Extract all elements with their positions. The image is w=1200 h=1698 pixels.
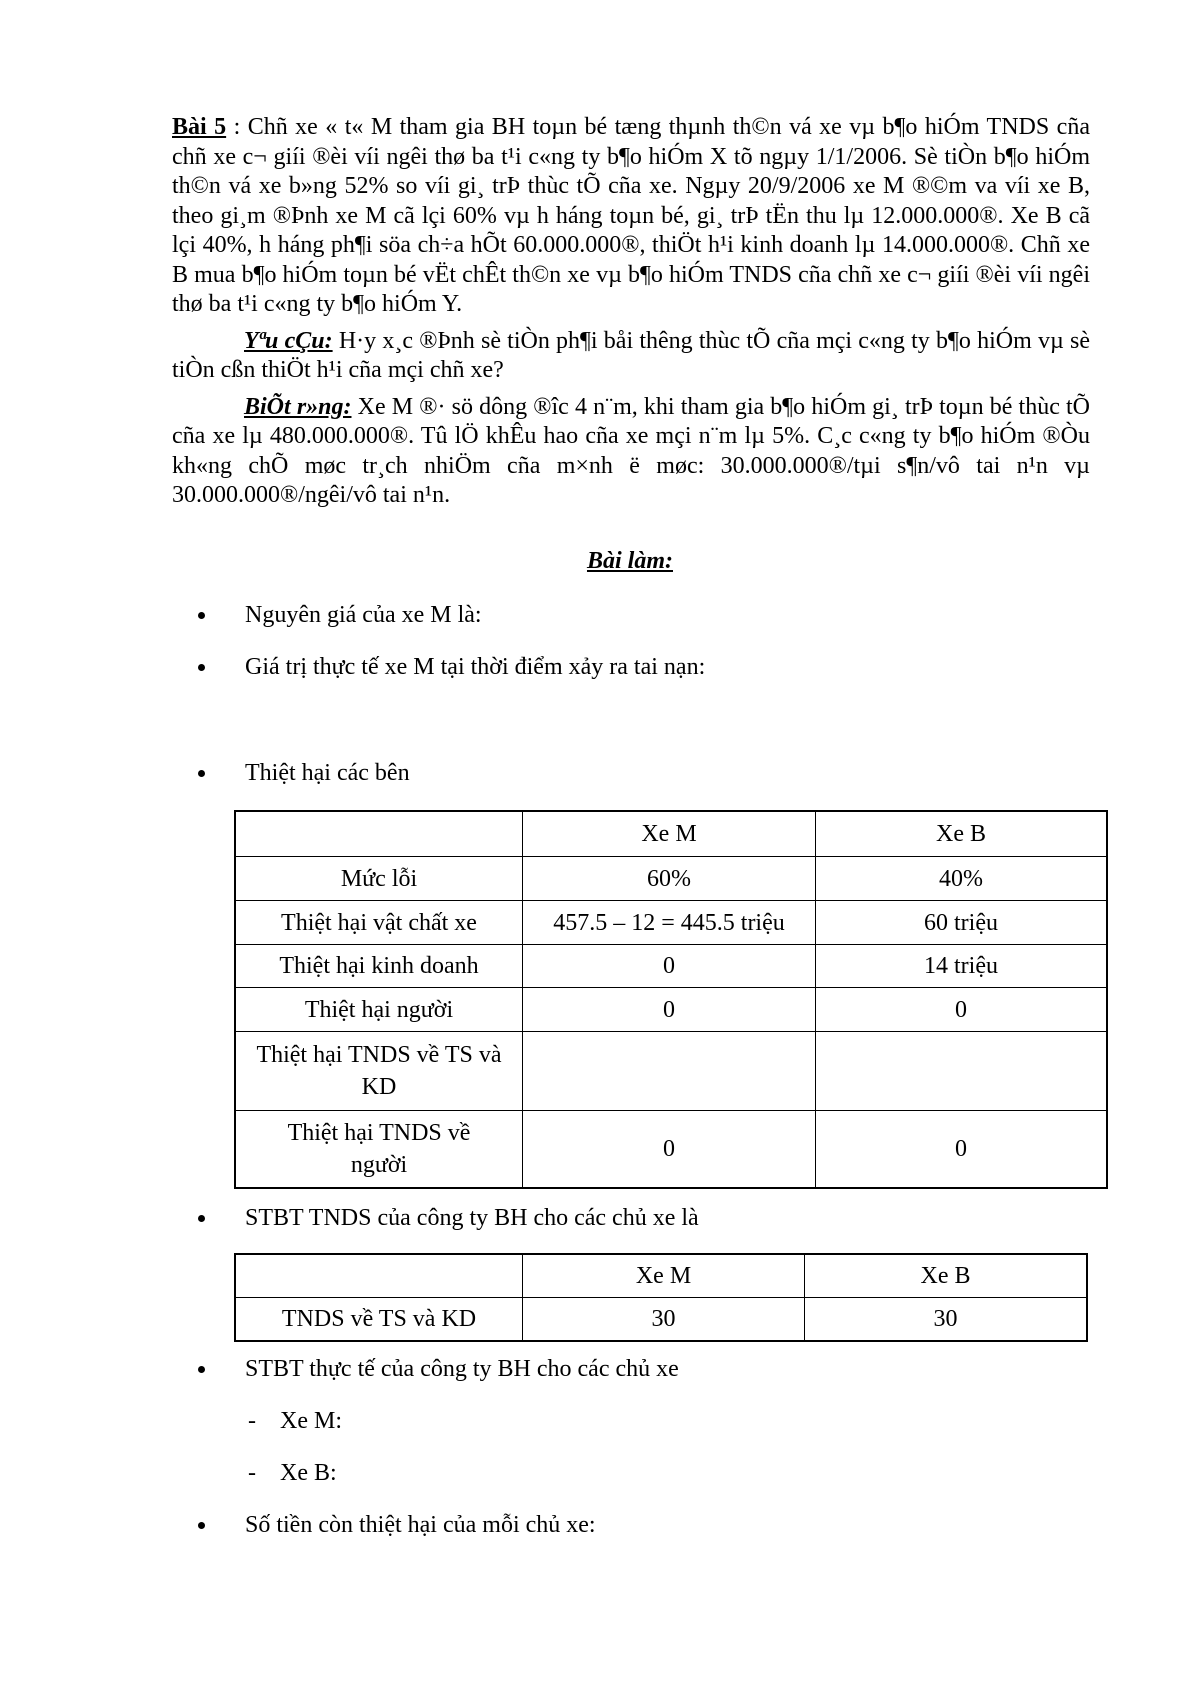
table-header-cell: Xe M bbox=[523, 1254, 805, 1298]
table-header-cell: Xe B bbox=[816, 811, 1108, 857]
row-label: Mức lỗi bbox=[235, 857, 523, 901]
cell-xe-m: 457.5 – 12 = 445.5 triệu bbox=[523, 901, 816, 945]
table-header-row bbox=[235, 811, 1107, 857]
cell-xe-m: 0 bbox=[523, 988, 816, 1032]
bullet-text: STBT thực tế của công ty BH cho các chủ xe bbox=[245, 1356, 679, 1382]
cell-xe-m bbox=[523, 1032, 816, 1111]
cell-xe-b: 30 bbox=[805, 1298, 1088, 1342]
table-row bbox=[235, 901, 1107, 945]
requirement-label: Yªu cÇu: bbox=[244, 327, 333, 354]
table-header-cell bbox=[235, 811, 523, 857]
cell-xe-m: 0 bbox=[523, 1111, 816, 1189]
bullet-item-damages bbox=[205, 758, 410, 788]
bullet-item-actual-compensation bbox=[205, 1354, 679, 1384]
table-row bbox=[235, 988, 1107, 1032]
cell-xe-b: 0 bbox=[816, 1111, 1108, 1189]
bullet-item-remaining-damage bbox=[205, 1510, 596, 1540]
sub-item-text: Xe B: bbox=[280, 1460, 337, 1486]
table-row bbox=[235, 945, 1107, 988]
tnds-table bbox=[234, 1253, 1088, 1342]
table-row bbox=[235, 1032, 1107, 1111]
document-page: Bài 5 : Chñ xe « t« M tham gia BH toµn bé tæng thµnh th©n vá xe vµ b¶o hiÓm TNDS cña chñ xe c¬ giíi ®èi víi ngêi thø ba t¹i c«ng ty b¶o hiÓm X tõ ngµy 1/1/2006. Sè tiÒn b¶o hiÓm th©n vá xe b»ng 52% so víi gi¸ trÞ thùc tÕ cña xe. Ngµy 20/9/2006 xe M ®©m va víi xe B, theo gi¸m ®Þnh xe M cã lçi 60% vµ h háng toµn bé, gi¸ trÞ tËn thu lµ 12.000.000®. Xe B cã lçi 40%, h háng ph¶i söa ch÷a hÕt 60.000.000®, thiÖt h¹i kinh doanh lµ 14.000.000®. Chñ xe B mua b¶o hiÓm toµn bé vËt chÊt th©n xe vµ b¶o hiÓm TNDS cña chñ xe c¬ giíi ®èi víi ngêi thø ba t¹i c«ng ty b¶o hiÓm Y. Yªu cÇu: H·y x¸c ®Þnh sè tiÒn ph¶i båi thêng thùc tÕ cña mçi c«ng ty b¶o hiÓm vµ sè tiÒn cßn thiÖt h¹i cña mçi chñ xe? BiÕt r»ng: Xe M ®· sö dông ®îc 4 n¨m, khi tham gia b¶o hiÓm gi¸ trÞ toµn bé thùc tÕ cña xe lµ 480.000.000®. Tû lÖ khÊu hao cña xe mçi n¨m lµ 5%. C¸c c«ng ty b¶o hiÓm ®Òu kh«ng chÕ møc tr¸ch nhiÖm cña m×nh ë møc: 30.000.000®/tµi s¶n/vô tai n¹n vµ 30.000.000®/ngêi/vô tai n¹n. Bài làm: Nguyên giá của xe M là: Giá trị thực tế xe M tại thời điểm xảy ra tai nạn: Thiệt hại các bên Xe M Xe B Mức lỗi 60% 40% Thiệt hại vật chất xe 457.5 – 12 = 445.5 triệu 60 triệu Thiệt hại kinh doanh 0 14 triệu Thiệt hại người 0 0 Thiệt hại TNDS về TS và KD Thiệt hại TNDS về người 0 0 STBT TNDS của công ty BH cho các chủ xe là Xe M Xe B TNDS về TS và KD 30 30 STBT thực tế của công ty BH cho các chủ xe - Xe M: - Xe B: Số tiền còn thiệt hại của mỗi chủ xe: bbox=[0, 0, 1200, 1698]
row-label: Thiệt hại người bbox=[235, 988, 523, 1032]
table-header-cell bbox=[235, 1254, 523, 1298]
requirement-text: H·y x¸c ®Þnh sè tiÒn ph¶i båi thêng thùc tÕ cña mçi c«ng ty b¶o hiÓm vµ sè tiÒn cßn thiÖt h¹i cña mçi chñ xe? bbox=[172, 327, 1090, 383]
row-label: Thiệt hại TNDS về TS và KD bbox=[235, 1032, 523, 1111]
cell-xe-b: 60 triệu bbox=[816, 901, 1108, 945]
sub-item-text: Xe M: bbox=[280, 1408, 342, 1434]
problem-number: Bài 5 bbox=[172, 114, 227, 140]
given-text: Xe M ®· sö dông ®îc 4 n¨m, khi tham gia b¶o hiÓm gi¸ trÞ toµn bé thùc tÕ cña xe lµ 480.000.000®. Tû lÖ khÊu hao cña xe mçi n¨m lµ 5%. C¸c c«ng ty b¶o hiÓm ®Òu kh«ng chÕ møc tr¸ch nhiÖm cña m×nh ë møc: 30.000.000®/tµi s¶n/vô tai n¹n vµ 30.000.000®/ngêi/vô tai n¹n. bbox=[172, 393, 1090, 508]
damages-table bbox=[234, 810, 1108, 1189]
table-header-row bbox=[235, 1254, 1087, 1298]
bullet-item-tnds-compensation bbox=[205, 1203, 699, 1233]
table-row bbox=[235, 857, 1107, 901]
row-label: Thiệt hại kinh doanh bbox=[235, 945, 523, 988]
cell-xe-m: 30 bbox=[523, 1298, 805, 1342]
cell-xe-b: 40% bbox=[816, 857, 1108, 901]
bullet-text: Nguyên giá của xe M là: bbox=[245, 602, 482, 628]
cell-xe-b: 0 bbox=[816, 988, 1108, 1032]
given-label: BiÕt r»ng: bbox=[244, 393, 352, 420]
table-header-cell: Xe B bbox=[805, 1254, 1088, 1298]
cell-xe-b: 14 triệu bbox=[816, 945, 1108, 988]
row-label: Thiệt hại TNDS về người bbox=[235, 1111, 523, 1189]
requirement-paragraph bbox=[172, 327, 1090, 386]
row-label: Thiệt hại vật chất xe bbox=[235, 901, 523, 945]
table-row bbox=[235, 1298, 1087, 1342]
problem-statement bbox=[172, 113, 1090, 518]
problem-text: : Chñ xe « t« M tham gia BH toµn bé tæng thµnh th©n vá xe vµ b¶o hiÓm TNDS cña chñ xe c¬ giíi ®èi víi ngêi thø ba t¹i c«ng ty b¶o hiÓm X tõ ngµy 1/1/2006. Sè tiÒn b¶o hiÓm th©n vá xe b»ng 52% so víi gi¸ trÞ thùc tÕ cña xe. Ngµy 20/9/2006 xe M ®©m va víi xe B, theo gi¸m ®Þnh xe M cã lçi 60% vµ h háng toµn bé, gi¸ trÞ tËn thu lµ 12.000.000®. Xe B cã lçi 40%, h háng ph¶i söa ch÷a hÕt 60.000.000®, thiÖt h¹i kinh doanh lµ 14.000.000®. Chñ xe B mua b¶o hiÓm toµn bé vËt chÊt th©n xe vµ b¶o hiÓm TNDS cña chñ xe c¬ giíi ®èi víi ngêi thø ba t¹i c«ng ty b¶o hiÓm Y. bbox=[172, 114, 1090, 317]
solution-title: Bài làm: bbox=[586, 548, 673, 574]
bullet-text: STBT TNDS của công ty BH cho các chủ xe là bbox=[245, 1205, 699, 1231]
given-paragraph bbox=[172, 393, 1090, 511]
problem-paragraph bbox=[172, 113, 1090, 320]
table-header-cell: Xe M bbox=[523, 811, 816, 857]
cell-xe-b bbox=[816, 1032, 1108, 1111]
cell-xe-m: 60% bbox=[523, 857, 816, 901]
table-row bbox=[235, 1111, 1107, 1189]
bullet-text: Giá trị thực tế xe M tại thời điểm xảy ra tai nạn: bbox=[245, 654, 706, 680]
bullet-item-original-price bbox=[205, 600, 482, 630]
row-label: TNDS về TS và KD bbox=[235, 1298, 523, 1342]
bullet-text: Số tiền còn thiệt hại của mỗi chủ xe: bbox=[245, 1512, 596, 1538]
cell-xe-m: 0 bbox=[523, 945, 816, 988]
bullet-text: Thiệt hại các bên bbox=[245, 760, 410, 786]
bullet-item-actual-value bbox=[205, 652, 706, 682]
